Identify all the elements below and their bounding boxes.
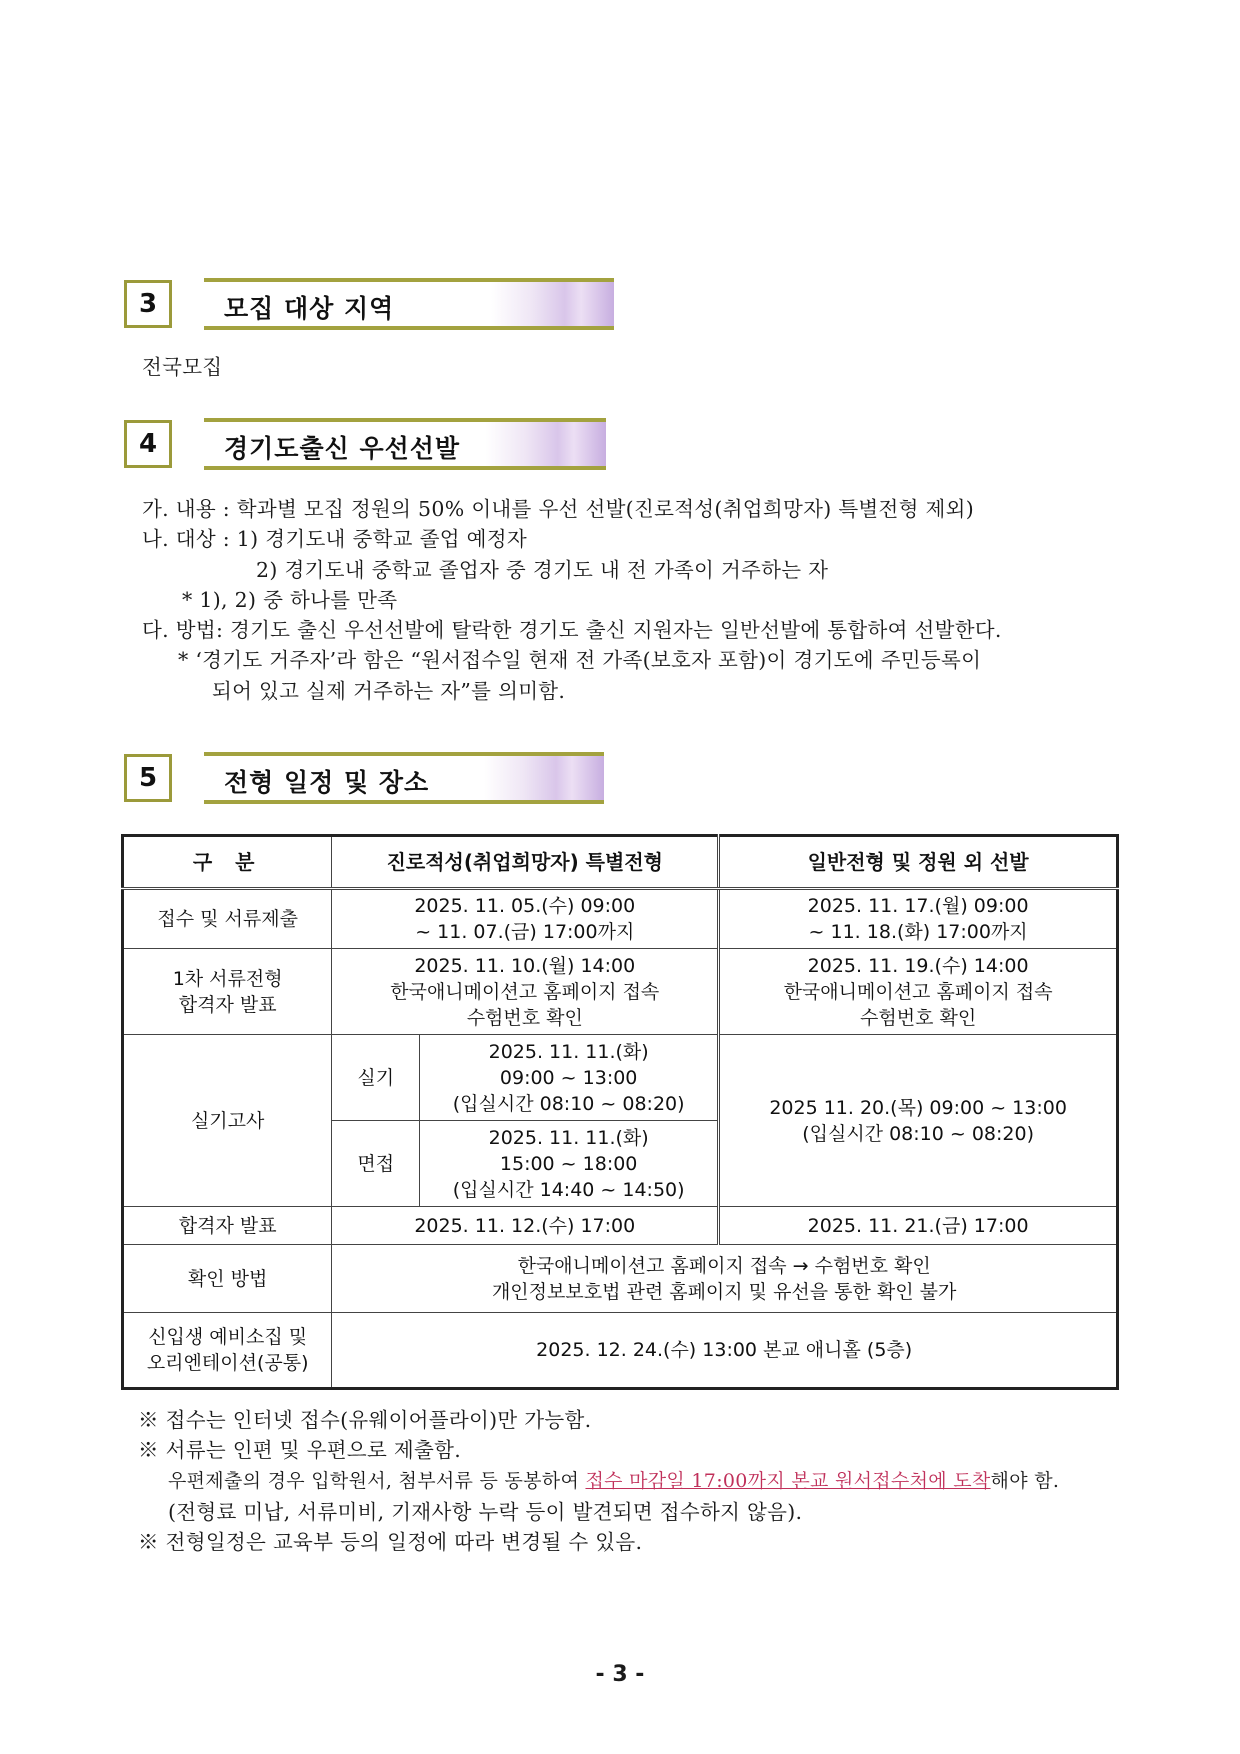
note-text: 해야 함. [990, 1470, 1060, 1492]
row-label: 접수 및 서류제출 [123, 889, 332, 949]
note-line: ※ 서류는 인편 및 우편으로 제출함. [138, 1438, 462, 1462]
row-label [123, 1313, 332, 1389]
cell-line: 오리엔테이션(공통) [146, 1352, 309, 1374]
table-row [123, 1207, 1118, 1245]
row-label [123, 949, 332, 1035]
header-category: 구 분 [123, 836, 332, 889]
table-header-row [123, 836, 1118, 889]
cell-special [332, 949, 719, 1035]
cell-general [719, 949, 1118, 1035]
cell-line: 한국애니메이션고 홈페이지 접속 [390, 980, 660, 1003]
note-line: ※ 접수는 인터넷 접수(유웨이어플라이)만 가능함. [138, 1408, 592, 1432]
sub-label-interview: 면접 [332, 1121, 420, 1207]
cell-line: ~ 11. 07.(금) 17:00까지 [415, 921, 635, 943]
cell-line: 한국애니메이션고 홈페이지 접속 [783, 980, 1053, 1003]
section-3-body: 전국모집 [142, 355, 223, 379]
cell-line: 1차 서류전형 [172, 967, 283, 990]
cell-practical [420, 1035, 719, 1121]
section-title: 모집 대상 지역 [224, 294, 395, 323]
cell-line: 2025 11. 20.(목) 09:00 ~ 13:00 [769, 1096, 1067, 1119]
section-4-line: 되어 있고 실제 거주하는 자”를 의미함. [212, 679, 566, 703]
section-number: 4 [124, 420, 172, 468]
section-title: 전형 일정 및 장소 [224, 768, 430, 797]
cell-line: 2025. 11. 05.(수) 09:00 [414, 895, 636, 917]
cell-line: 2025. 11. 10.(월) 14:00 [414, 954, 636, 977]
table-row [123, 1313, 1118, 1389]
cell-line: 신입생 예비소집 및 [148, 1326, 308, 1348]
cell-line: 수험번호 확인 [860, 1006, 977, 1029]
cell-line: 2025. 11. 11.(화) [488, 1126, 649, 1149]
cell-line: 15:00 ~ 18:00 [499, 1152, 638, 1175]
page-number: - 3 - [595, 1662, 645, 1687]
cell-line: ~ 11. 18.(화) 17:00까지 [808, 921, 1028, 943]
cell-line: 합격자 발표 [178, 993, 277, 1016]
row-label: 실기고사 [123, 1035, 332, 1207]
table-row [123, 949, 1118, 1035]
section-title: 경기도출신 우선선발 [224, 434, 461, 463]
section-title-bar [204, 752, 604, 804]
cell-line: 수험번호 확인 [466, 1006, 583, 1029]
cell-line: 2025. 11. 11.(화) [488, 1040, 649, 1063]
note-line [168, 1466, 1059, 1496]
section-4-line: * 1), 2) 중 하나를 만족 [182, 588, 398, 612]
row-label: 확인 방법 [123, 1245, 332, 1313]
note-line: (전형료 미납, 서류미비, 기재사항 누락 등이 발견되면 접수하지 않음). [168, 1500, 803, 1524]
cell-merged [332, 1245, 1118, 1313]
cell-line: (입실시간 08:10 ~ 08:20) [802, 1122, 1034, 1145]
note-text: 우편제출의 경우 입학원서, 첨부서류 등 동봉하여 [168, 1470, 586, 1492]
highlighted-deadline: 접수 마감일 17:00까지 본교 원서접수처에 도착 [585, 1470, 991, 1492]
section-4-line: 2) 경기도내 중학교 졸업자 중 경기도 내 전 가족이 거주하는 자 [256, 558, 829, 582]
sub-label-practical: 실기 [332, 1035, 420, 1121]
cell-special: 2025. 11. 12.(수) 17:00 [332, 1207, 719, 1245]
table-row [123, 1035, 1118, 1121]
table-row [123, 1245, 1118, 1313]
cell-line: 09:00 ~ 13:00 [499, 1066, 638, 1089]
cell-general [719, 889, 1118, 949]
section-4-line: 가. 내용 : 학과별 모집 정원의 50% 이내를 우선 선발(진로적성(취업희망자) 특별전형 제외) [142, 497, 975, 521]
section-title-bar [204, 278, 614, 330]
cell-special [332, 889, 719, 949]
section-4-header [124, 418, 614, 470]
table-row [123, 889, 1118, 949]
section-4-line: 다. 방법: 경기도 출신 우선선발에 탈락한 경기도 출신 지원자는 일반선발에 통합하여 선발한다. [142, 618, 1002, 642]
cell-line: 한국애니메이션고 홈페이지 접속 → 수험번호 확인 [517, 1254, 931, 1277]
section-number: 5 [124, 754, 172, 802]
section-number: 3 [124, 280, 172, 328]
cell-line: 개인정보보호법 관련 홈페이지 및 유선을 통한 확인 불가 [491, 1280, 957, 1303]
cell-merged: 2025. 12. 24.(수) 13:00 본교 애니홀 (5층) [332, 1313, 1118, 1389]
note-line: ※ 전형일정은 교육부 등의 일정에 따라 변경될 수 있음. [138, 1530, 643, 1554]
cell-line: 2025. 11. 19.(수) 14:00 [807, 954, 1029, 977]
section-title-bar [204, 418, 606, 470]
cell-line: 2025. 11. 17.(월) 09:00 [807, 895, 1029, 917]
header-special: 진로적성(취업희망자) 특별전형 [332, 836, 719, 889]
schedule-table [121, 834, 1119, 1390]
row-label: 합격자 발표 [123, 1207, 332, 1245]
section-5-header [124, 752, 614, 804]
section-3-header [124, 278, 614, 330]
cell-line: (입실시간 14:40 ~ 14:50) [452, 1178, 685, 1201]
cell-line: (입실시간 08:10 ~ 08:20) [452, 1092, 685, 1115]
section-4-line: 나. 대상 : 1) 경기도내 중학교 졸업 예정자 [142, 527, 527, 551]
cell-general [719, 1035, 1118, 1207]
cell-interview [420, 1121, 719, 1207]
header-general: 일반전형 및 정원 외 선발 [719, 836, 1118, 889]
cell-general: 2025. 11. 21.(금) 17:00 [719, 1207, 1118, 1245]
section-4-line: * ‘경기도 거주자’라 함은 “원서접수일 현재 전 가족(보호자 포함)이 경기도에 주민등록이 [178, 648, 982, 672]
